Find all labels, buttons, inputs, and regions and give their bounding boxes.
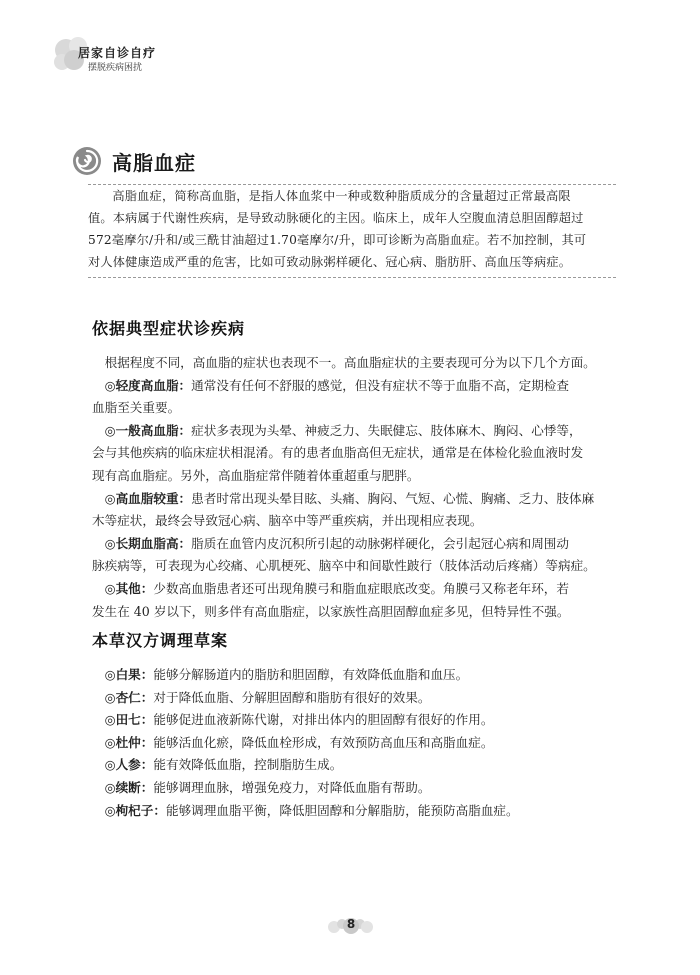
- symptom-text: 患者时常出现头晕目眩、头痛、胸闷、气短、心慌、胸痛、乏力、肢体麻: [191, 490, 595, 506]
- section-diagnosis: [92, 316, 612, 339]
- section-herbal-body: [92, 664, 612, 822]
- symptom-text-cont: 脉疾病等，可表现为心绞痛、心肌梗死、脑卒中和间歇性跛行（肢体活动后疼痛）等病症。: [92, 558, 596, 574]
- header-title: 居家自诊自疗: [78, 46, 157, 60]
- herb-term: ◎枸杞子：: [104, 802, 166, 818]
- page-number: [320, 914, 380, 938]
- herb-term: ◎杜仲：: [104, 734, 154, 750]
- herb-text: 对于降低血脂、分解胆固醇和脂肪有很好的效果。: [153, 689, 431, 705]
- section-diagnosis-body: [92, 352, 612, 623]
- herb-term: ◎白果：: [104, 667, 154, 682]
- symptom-text-cont: 血脂至关重要。: [92, 400, 181, 416]
- section-lead: 根据程度不同，高血脂的症状也表现不一。高血脂症状的主要表现可分为以下几个方面。: [104, 355, 596, 370]
- symptom-term: ◎一般高血脂：: [104, 422, 192, 438]
- page-number-text: 8: [346, 917, 356, 931]
- herb-term: ◎人参：: [104, 757, 154, 773]
- symptom-text: 少数高血脂患者还可出现角膜弓和脂血症眼底改变。角膜弓又称老年环，若: [153, 580, 569, 596]
- herb-item: [92, 732, 612, 755]
- herb-text: 能够调理血脂平衡，降低胆固醇和分解脂肪，能预防高脂血症。: [165, 802, 519, 818]
- herb-text: 能够调理血脉，增强免疫力，对降低血脂有帮助。: [153, 779, 431, 795]
- section-heading: 本草汉方调理草案: [92, 631, 229, 650]
- herb-text: 能够促进血液新陈代谢，对排出体内的胆固醇有很好的作用。: [153, 712, 494, 728]
- intro-line: 对人体健康造成严重的危害，比如可致动脉粥样硬化、冠心病、脂肪肝、高血压等病症。: [88, 255, 572, 269]
- symptom-text-cont: 会与其他疾病的临床症状相混淆。有的患者血脂高但无症状，通常是在体检化验血液时发: [92, 445, 584, 461]
- symptom-text: 通常没有任何不舒服的感觉，但没有症状不等于血脂不高，定期检查: [191, 377, 569, 393]
- page-title: 高脂血症: [112, 151, 196, 175]
- herb-item: [92, 777, 612, 800]
- herb-item: [92, 709, 612, 732]
- symptom-term: ◎其他：: [104, 580, 154, 596]
- herb-text: 能够分解肠道内的脂肪和胆固醇，有效降低血脂和血压。: [153, 667, 469, 682]
- swirl-emblem-icon: [72, 146, 102, 176]
- symptom-item: [92, 375, 612, 398]
- intro-paragraph: [88, 185, 616, 273]
- herb-text: 能有效降低血脂，控制脂肪生成。: [153, 757, 343, 773]
- intro-line: 572毫摩尔/升和/或三酰甘油超过1.70毫摩尔/升，即可诊断为高脂血症。若不加控制，其可: [88, 233, 587, 247]
- symptom-text-cont: 木等症状，最终会导致冠心病、脑卒中等严重疾病，并出现相应表现。: [92, 513, 483, 529]
- herb-item: [92, 687, 612, 710]
- symptom-text: 脂质在血管内皮沉积所引起的动脉粥样硬化，会引起冠心病和周围动: [191, 535, 569, 551]
- running-header: [52, 36, 182, 86]
- herb-item: [92, 754, 612, 777]
- herb-item: [92, 664, 612, 687]
- symptom-term: ◎高血脂较重：: [104, 490, 192, 506]
- herb-term: ◎田七：: [104, 712, 154, 728]
- symptom-text-cont: 现有高血脂症。另外，高血脂症常伴随着体重超重与肥胖。: [92, 467, 420, 483]
- herb-item: [92, 800, 612, 823]
- herb-term: ◎杏仁：: [104, 689, 154, 705]
- chapter-title: [72, 146, 632, 180]
- symptom-text: 症状多表现为头晕、神疲乏力、失眠健忘、肢体麻木、胸闷、心悸等，: [191, 422, 582, 438]
- herb-term: ◎续断：: [104, 779, 154, 795]
- symptom-item: [92, 578, 612, 601]
- section-heading: 依据典型症状诊疾病: [92, 319, 246, 338]
- symptom-item: [92, 420, 612, 443]
- symptom-term: ◎长期血脂高：: [104, 535, 192, 551]
- symptom-item: [92, 533, 612, 556]
- symptom-text-cont: 发生在 40 岁以下，则多伴有高血脂症，以家族性高胆固醇血症多见，但特异性不强。: [92, 603, 570, 619]
- intro-box: [88, 184, 616, 278]
- herb-text: 能够活血化瘀，降低血栓形成，有效预防高血压和高脂血症。: [153, 734, 494, 750]
- intro-line: 值。本病属于代谢性疾病，是导致动脉硬化的主因。临床上，成年人空腹血清总胆固醇超过: [88, 211, 584, 225]
- header-subtitle: 摆脱疾病困扰: [88, 63, 143, 73]
- section-herbal: [92, 628, 612, 651]
- symptom-term: ◎轻度高血脂：: [104, 377, 192, 393]
- intro-line: 高脂血症，简称高血脂，是指人体血浆中一种或数种脂质成分的含量超过正常最高限: [112, 189, 571, 203]
- symptom-item: [92, 488, 612, 511]
